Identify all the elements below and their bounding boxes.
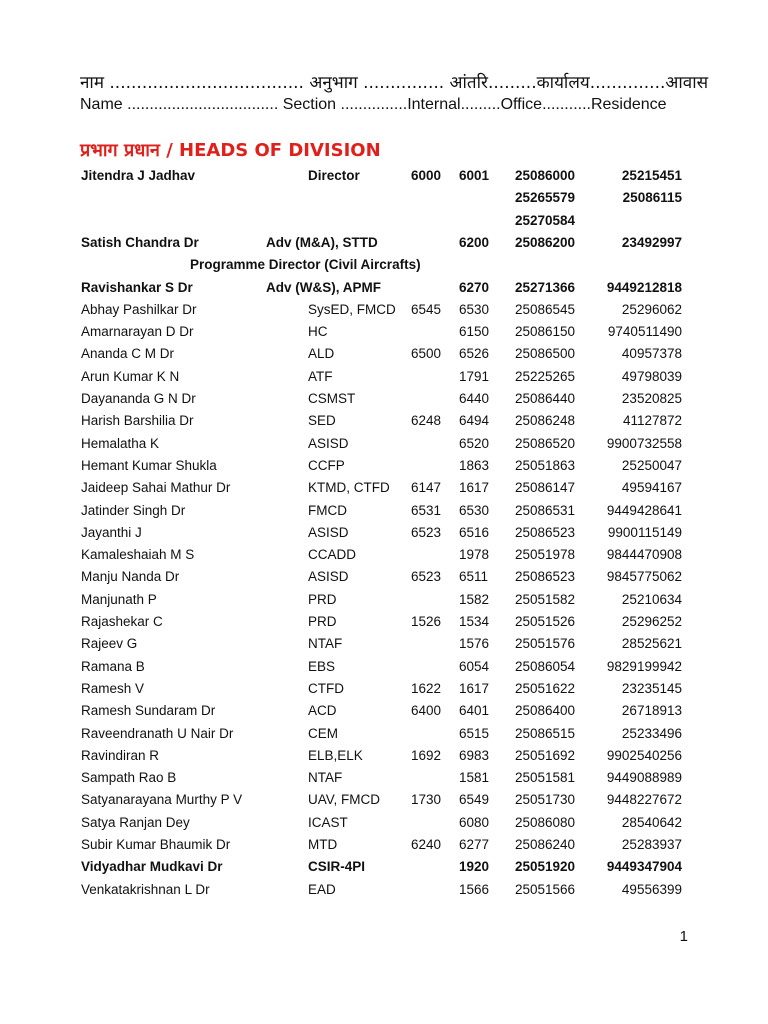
office-phone-cell: 25051582 xyxy=(515,591,576,607)
extension-cell: 6516 xyxy=(459,524,490,540)
residence-phone-cell: 49798039 xyxy=(621,368,682,384)
table-row xyxy=(0,611,768,633)
name-cell: Sampath Rao B xyxy=(81,770,177,786)
extension-cell: 1863 xyxy=(459,457,490,473)
name-cell: Venkatakrishnan L Dr xyxy=(81,881,210,897)
internal-cell: 6523 xyxy=(411,524,442,540)
table-row xyxy=(0,210,768,232)
name-cell: Manjunath P xyxy=(81,591,157,607)
table-row xyxy=(0,879,768,901)
office-phone-cell: 25086515 xyxy=(515,725,576,741)
extension-cell: 6001 xyxy=(459,168,490,183)
residence-phone-cell: 23235145 xyxy=(621,680,682,696)
office-phone-cell: 25086500 xyxy=(515,346,576,362)
table-row xyxy=(0,277,768,299)
office-phone-cell: 25086545 xyxy=(515,301,576,317)
table-row xyxy=(0,656,768,678)
section-cell: NTAF xyxy=(308,770,343,786)
table-row xyxy=(0,165,768,187)
internal-cell: 1622 xyxy=(411,680,442,696)
residence-phone-cell: 9844470908 xyxy=(606,547,682,563)
row-note: Programme Director (Civil Aircrafts) xyxy=(190,257,421,273)
extension-cell: 6200 xyxy=(459,234,490,250)
extension-cell: 1534 xyxy=(459,614,490,629)
extension-cell: 1566 xyxy=(459,881,490,897)
office-phone-cell: 25086248 xyxy=(515,413,576,429)
extension-cell: 1920 xyxy=(459,859,490,875)
header-english: Name .................................. Section ...............Internal.........Office...........Residence xyxy=(80,96,667,113)
section-cell: SED xyxy=(308,413,336,429)
section-cell: ICAST xyxy=(308,814,348,830)
residence-phone-cell: 9900115149 xyxy=(607,524,682,540)
internal-cell: 1526 xyxy=(411,614,442,629)
office-phone-cell: 25086520 xyxy=(515,435,576,451)
name-cell: Arun Kumar K N xyxy=(81,368,180,384)
header-hindi: नाम .................................... अनुभाग ............... आंतरि.........कार्यालय..............आवास xyxy=(80,73,709,93)
name-cell: Dayananda G N Dr xyxy=(81,391,196,406)
office-phone-cell: 25265579 xyxy=(515,190,576,206)
residence-phone-cell: 23492997 xyxy=(621,234,682,250)
office-phone-cell: 25086054 xyxy=(515,658,576,674)
internal-cell: 1730 xyxy=(411,792,442,808)
extension-cell: 6054 xyxy=(459,658,490,674)
table-row xyxy=(0,834,768,856)
table-row xyxy=(0,321,768,343)
extension-cell: 1978 xyxy=(459,547,490,563)
name-cell: Jatinder Singh Dr xyxy=(81,502,186,518)
office-phone-cell: 25270584 xyxy=(515,212,576,228)
internal-cell: 6531 xyxy=(411,502,442,518)
office-phone-cell: 25051692 xyxy=(515,747,576,763)
office-phone-cell: 25051978 xyxy=(515,547,576,563)
section-cell: ATF xyxy=(308,368,333,384)
table-row xyxy=(0,544,768,566)
section-cell: ACD xyxy=(308,703,337,719)
office-phone-cell: 25086000 xyxy=(515,168,576,183)
internal-cell: 6400 xyxy=(411,703,442,719)
residence-phone-cell: 49594167 xyxy=(621,480,682,496)
residence-phone-cell: 9845775062 xyxy=(606,569,682,585)
extension-cell: 1617 xyxy=(459,680,490,696)
section-cell: CSIR-4PI xyxy=(308,859,366,875)
internal-cell: 6000 xyxy=(411,168,442,183)
section-cell: KTMD, CTFD xyxy=(308,480,390,496)
extension-cell: 6494 xyxy=(459,413,490,429)
extension-cell: 6080 xyxy=(459,814,490,830)
extension-cell: 1791 xyxy=(459,368,490,384)
section-cell: PRD xyxy=(308,614,337,629)
extension-cell: 6520 xyxy=(459,435,490,451)
office-phone-cell: 25086523 xyxy=(515,569,576,585)
section-cell: ALD xyxy=(308,346,335,362)
table-row xyxy=(0,812,768,834)
extension-cell: 6270 xyxy=(459,279,490,295)
internal-cell: 6500 xyxy=(411,346,442,362)
residence-phone-cell: 28540642 xyxy=(621,814,682,830)
table-row xyxy=(0,856,768,878)
name-cell: Satyanarayana Murthy P V xyxy=(81,792,243,808)
residence-phone-cell: 23520825 xyxy=(621,391,682,406)
office-phone-cell: 25086440 xyxy=(515,391,576,406)
section-cell: ASISD xyxy=(308,569,349,585)
office-phone-cell: 25051526 xyxy=(515,614,576,629)
name-cell: Harish Barshilia Dr xyxy=(81,413,194,429)
table-row xyxy=(0,455,768,477)
table-row xyxy=(0,433,768,455)
residence-phone-cell: 25215451 xyxy=(621,168,682,183)
residence-phone-cell: 41127872 xyxy=(622,413,682,429)
internal-cell: 6248 xyxy=(411,413,442,429)
name-cell: Raveendranath U Nair Dr xyxy=(81,725,234,741)
section-cell: Director xyxy=(308,168,360,183)
office-phone-cell: 25051863 xyxy=(515,457,576,473)
residence-phone-cell: 9829199942 xyxy=(606,658,682,674)
section-cell: ELB,ELK xyxy=(308,747,363,763)
section-cell: HC xyxy=(308,324,328,340)
table-row xyxy=(0,299,768,321)
name-cell: Vidyadhar Mudkavi Dr xyxy=(81,859,223,875)
name-cell: Hemalatha K xyxy=(81,435,160,451)
table-row xyxy=(0,522,768,544)
extension-cell: 1581 xyxy=(459,770,490,786)
section-cell: ASISD xyxy=(308,435,349,451)
office-phone-cell: 25051622 xyxy=(515,680,576,696)
table-row xyxy=(0,745,768,767)
name-cell: Jitendra J Jadhav xyxy=(81,168,196,183)
internal-cell: 1692 xyxy=(411,747,442,763)
table-row xyxy=(0,678,768,700)
internal-cell: 6545 xyxy=(411,301,442,317)
name-cell: Abhay Pashilkar Dr xyxy=(81,301,197,317)
section-cell: FMCD xyxy=(308,502,347,518)
internal-cell: 6240 xyxy=(411,837,442,852)
section-cell: PRD xyxy=(308,591,337,607)
table-row xyxy=(0,566,768,588)
section-cell: MTD xyxy=(308,837,338,852)
name-cell: Ravindiran R xyxy=(81,747,160,763)
section-cell: EBS xyxy=(308,658,336,674)
table-row xyxy=(0,410,768,432)
name-cell: Ananda C M Dr xyxy=(81,346,175,362)
section-cell: EAD xyxy=(308,881,336,897)
extension-cell: 1617 xyxy=(459,480,490,496)
residence-phone-cell: 25086115 xyxy=(622,190,682,206)
office-phone-cell: 25271366 xyxy=(515,279,576,295)
extension-cell: 6277 xyxy=(459,837,490,852)
office-phone-cell: 25086150 xyxy=(515,324,576,340)
residence-phone-cell: 25210634 xyxy=(621,591,682,607)
office-phone-cell: 25086147 xyxy=(515,480,576,496)
section-cell: CEM xyxy=(308,725,338,741)
division-title: प्रभाग प्रधान / HEADS OF DIVISION xyxy=(80,140,381,161)
residence-phone-cell: 9448227672 xyxy=(606,792,682,808)
office-phone-cell: 25086240 xyxy=(515,837,576,852)
name-cell: Amarnarayan D Dr xyxy=(81,324,194,340)
name-cell: Subir Kumar Bhaumik Dr xyxy=(81,837,231,852)
name-cell: Ravishankar S Dr xyxy=(81,279,193,295)
residence-phone-cell: 25296062 xyxy=(621,301,682,317)
section-cell: Adv (M&A), STTD xyxy=(266,234,378,250)
name-cell: Satya Ranjan Dey xyxy=(81,814,190,830)
office-phone-cell: 25051920 xyxy=(515,859,576,875)
residence-phone-cell: 25250047 xyxy=(621,457,682,473)
name-cell: Satish Chandra Dr xyxy=(81,234,199,250)
name-cell: Ramesh Sundaram Dr xyxy=(81,703,216,719)
office-phone-cell: 25086523 xyxy=(515,524,576,540)
residence-phone-cell: 40957378 xyxy=(621,346,682,362)
name-cell: Ramana B xyxy=(81,658,145,674)
extension-cell: 6150 xyxy=(459,324,490,340)
extension-cell: 6526 xyxy=(459,346,490,362)
office-phone-cell: 25051566 xyxy=(515,881,576,897)
extension-cell: 6549 xyxy=(459,792,490,808)
table-row xyxy=(0,723,768,745)
name-cell: Kamaleshaiah M S xyxy=(81,547,195,563)
residence-phone-cell: 9449212818 xyxy=(606,279,682,295)
internal-cell: 6147 xyxy=(411,480,442,496)
residence-phone-cell: 25283937 xyxy=(621,837,682,852)
table-row xyxy=(0,388,768,410)
residence-phone-cell: 28525621 xyxy=(621,636,682,652)
table-row xyxy=(0,633,768,655)
table-row xyxy=(0,500,768,522)
extension-cell: 6511 xyxy=(459,569,489,585)
table-row xyxy=(0,789,768,811)
name-cell: Manju Nanda Dr xyxy=(81,569,180,585)
table-row xyxy=(0,366,768,388)
residence-phone-cell: 9900732558 xyxy=(606,435,682,451)
section-cell: CCADD xyxy=(308,547,357,563)
extension-cell: 6515 xyxy=(459,725,490,741)
office-phone-cell: 25086080 xyxy=(515,814,576,830)
residence-phone-cell: 49556399 xyxy=(621,881,682,897)
section-cell: CSMST xyxy=(308,391,356,406)
residence-phone-cell: 9902540256 xyxy=(606,747,682,763)
table-row xyxy=(0,477,768,499)
extension-cell: 6983 xyxy=(459,747,490,763)
section-cell: NTAF xyxy=(308,636,343,652)
section-cell: Adv (W&S), APMF xyxy=(266,279,381,295)
residence-phone-cell: 26718913 xyxy=(621,703,682,719)
residence-phone-cell: 9449428641 xyxy=(606,502,682,518)
table-row xyxy=(0,700,768,722)
extension-cell: 1582 xyxy=(459,591,490,607)
extension-cell: 6401 xyxy=(459,703,490,719)
section-cell: SysED, FMCD xyxy=(308,301,396,317)
table-row xyxy=(0,232,768,254)
name-cell: Jaideep Sahai Mathur Dr xyxy=(81,480,231,496)
section-cell: ASISD xyxy=(308,524,349,540)
office-phone-cell: 25086400 xyxy=(515,703,576,719)
residence-phone-cell: 25233496 xyxy=(621,725,682,741)
section-cell: UAV, FMCD xyxy=(308,792,381,808)
extension-cell: 6530 xyxy=(459,301,490,317)
office-phone-cell: 25051581 xyxy=(515,770,576,786)
table-row xyxy=(0,589,768,611)
table-row xyxy=(0,343,768,365)
name-cell: Rajashekar C xyxy=(81,614,163,629)
section-cell: CCFP xyxy=(308,457,345,473)
name-cell: Jayanthi J xyxy=(81,524,142,540)
name-cell: Hemant Kumar Shukla xyxy=(81,457,217,473)
extension-cell: 1576 xyxy=(459,636,490,652)
office-phone-cell: 25051730 xyxy=(515,792,576,808)
table-row xyxy=(0,254,768,276)
residence-phone-cell: 9740511490 xyxy=(607,324,682,340)
office-phone-cell: 25086531 xyxy=(515,502,576,518)
name-cell: Ramesh V xyxy=(81,680,145,696)
office-phone-cell: 25051576 xyxy=(515,636,576,652)
name-cell: Rajeev G xyxy=(81,636,138,652)
extension-cell: 6530 xyxy=(459,502,490,518)
section-cell: CTFD xyxy=(308,680,344,696)
office-phone-cell: 25086200 xyxy=(515,234,576,250)
page-number: 1 xyxy=(679,928,688,945)
residence-phone-cell: 25296252 xyxy=(621,614,682,629)
table-row xyxy=(0,767,768,789)
internal-cell: 6523 xyxy=(411,569,442,585)
residence-phone-cell: 9449347904 xyxy=(606,859,682,875)
office-phone-cell: 25225265 xyxy=(515,368,576,384)
table-row xyxy=(0,187,768,209)
residence-phone-cell: 9449088989 xyxy=(606,770,682,786)
extension-cell: 6440 xyxy=(459,391,490,406)
